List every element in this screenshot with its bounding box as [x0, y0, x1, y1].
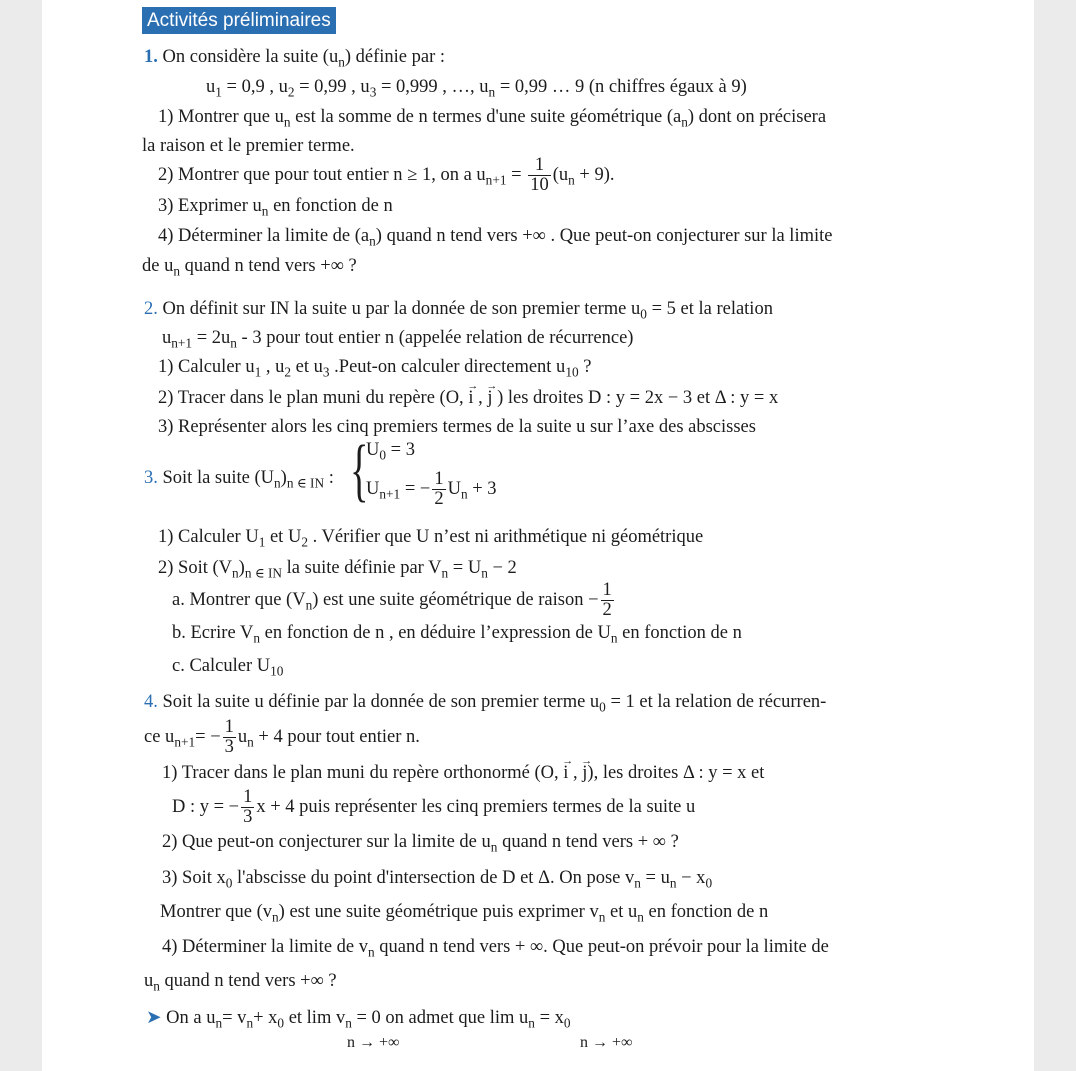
section-title: Activités préliminaires	[142, 7, 336, 34]
ex2-q2: 2) Tracer dans le plan muni du repère (O, → i , → j ) les droites D : y = 2x − 3 et Δ : y = x	[158, 387, 778, 409]
ex1-q4: 4) Déterminer la limite de $(a_n)$ quand n tend vers +∞ . Que peut-on conjecturer sur la limite	[158, 226, 833, 249]
fraction: $\frac{1}{3}$	[224, 717, 234, 758]
limit-subscript-2: n → +∞	[580, 1034, 633, 1051]
ex1-q2: 2) Montrer que pour tout entier n ≥ 1, on a $u_{n+1}$ = $\frac{1}{10}$ $(u_n + 9)$.	[158, 155, 615, 196]
ex3-number: 3.	[144, 468, 158, 488]
ex3-q1: 1) Calculer $U_1$ et $U_2$ . Vérifier que U n’est ni arithmétique ni géométrique	[158, 527, 704, 550]
fraction: $\frac{1}{2}$	[602, 580, 612, 621]
ex3-system-line1: $U_0 = 3$	[366, 440, 415, 463]
ex4-q2: 2) Que peut-on conjecturer sur la limite de $u_n$ quand n tend vers + ∞ ?	[162, 832, 679, 855]
ex4-q3-cont: Montrer que $(v_n)$ est une suite géométrique puis exprimer $v_n$ et $u_n$ en fonction de n	[160, 902, 769, 925]
ex3-qa: a. Montrer que $(V_n)$ est une suite géométrique de raison − $\frac{1}{2}$	[172, 580, 612, 621]
ex4-q4: 4) Déterminer la limite de $v_n$ quand n tend vers + ∞. Que peut-on prévoir pour la limite de	[162, 937, 829, 960]
ex2-intro: 2. On définit sur IN la suite u par la donnée de son premier terme $u_0 = 5$ et la relation	[144, 299, 773, 322]
ex4-intro: 4. Soit la suite u définie par la donnée de son premier terme $u_0 = 1$ et la relation de récurren-	[144, 692, 827, 715]
system-brace: {	[350, 432, 369, 509]
ex3-q2: 2) Soit $(V_n)_{n \in IN}$ la suite définie par $V_n = U_n - 2$	[158, 558, 517, 581]
ex3-intro: 3. Soit la suite $(U_n)_{n \in IN}$ :	[144, 468, 334, 491]
ex3-qc: c. Calculer $U_{10}$	[172, 656, 284, 679]
ex4-q4-cont: $u_n$ quand n tend vers +∞ ?	[144, 971, 337, 994]
ex2-number: 2.	[144, 299, 158, 319]
ex1-sequence: $u_1 = 0,9$ , $u_2 = 0,99$ , $u_3 = 0,999$ , …, $u_n = 0,99$ … 9 (n chiffres égaux à 9)	[206, 77, 747, 100]
ex2-recurrence: $u_{n+1} = 2u_n - 3$ pour tout entier n (appelée relation de récurrence)	[162, 328, 634, 351]
ex3-qb: b. Ecrire $V_n$ en fonction de n , en déduire l’expression de $U_n$ en fonction de n	[172, 623, 742, 646]
ex4-number: 4.	[144, 692, 158, 712]
ex1-q1: 1) Montrer que $u_n$ est la somme de n termes d'une suite géométrique $(a_n)$ dont on précisera	[158, 107, 827, 130]
ex1-q4-cont: de $u_n$ quand n tend vers +∞ ?	[142, 256, 357, 279]
fraction: $\frac{1}{10}$	[530, 155, 549, 196]
ex4-q1: 1) Tracer dans le plan muni du repère orthonormé (O, → i , → j), les droites Δ : y = x et	[162, 762, 764, 784]
ex4-recurrence: ce $u_{n+1}=$ − $\frac{1}{3}$ $u_n + 4$ pour tout entier n.	[144, 717, 420, 758]
ex1-intro: 1. On considère la suite $(u_n)$ définie par :	[144, 47, 446, 70]
ex1-q1-cont: la raison et le premier terme.	[142, 136, 355, 156]
ex4-remark: ➤ On a $u_n= v_n+ x_0$ et $\lim v_n = 0$ on admet que $\lim u_n = x_0$	[146, 1008, 571, 1031]
ex4-q1-line-d: D : y = − $\frac{1}{3}$ x + 4 puis représenter les cinq premiers termes de la suite u	[172, 787, 696, 828]
ex2-q1: 1) Calculer $u_1$ , $u_2$ et $u_3$ .Peut-on calculer directement $u_{10}$ ?	[158, 357, 592, 380]
fraction: $\frac{1}{2}$	[434, 469, 444, 510]
ex2-q3: 3) Représenter alors les cinq premiers termes de la suite u sur l’axe des abscisses	[158, 417, 756, 437]
ex3-system-line2: $U_{n+1}$ = − $\frac{1}{2}$ $U_n + 3$	[366, 469, 497, 510]
ex1-number: 1.	[144, 47, 158, 67]
ex4-q3: 3) Soit $x_0$ l'abscisse du point d'intersection de D et Δ. On pose $v_n = u_n - x_0$	[162, 868, 713, 891]
fraction: $\frac{1}{3}$	[243, 787, 253, 828]
limit-subscript-1: n → +∞	[347, 1034, 400, 1051]
ex1-q3: 3) Exprimer $u_n$ en fonction de n	[158, 196, 393, 219]
arrow-bullet-icon: ➤	[146, 1008, 162, 1028]
